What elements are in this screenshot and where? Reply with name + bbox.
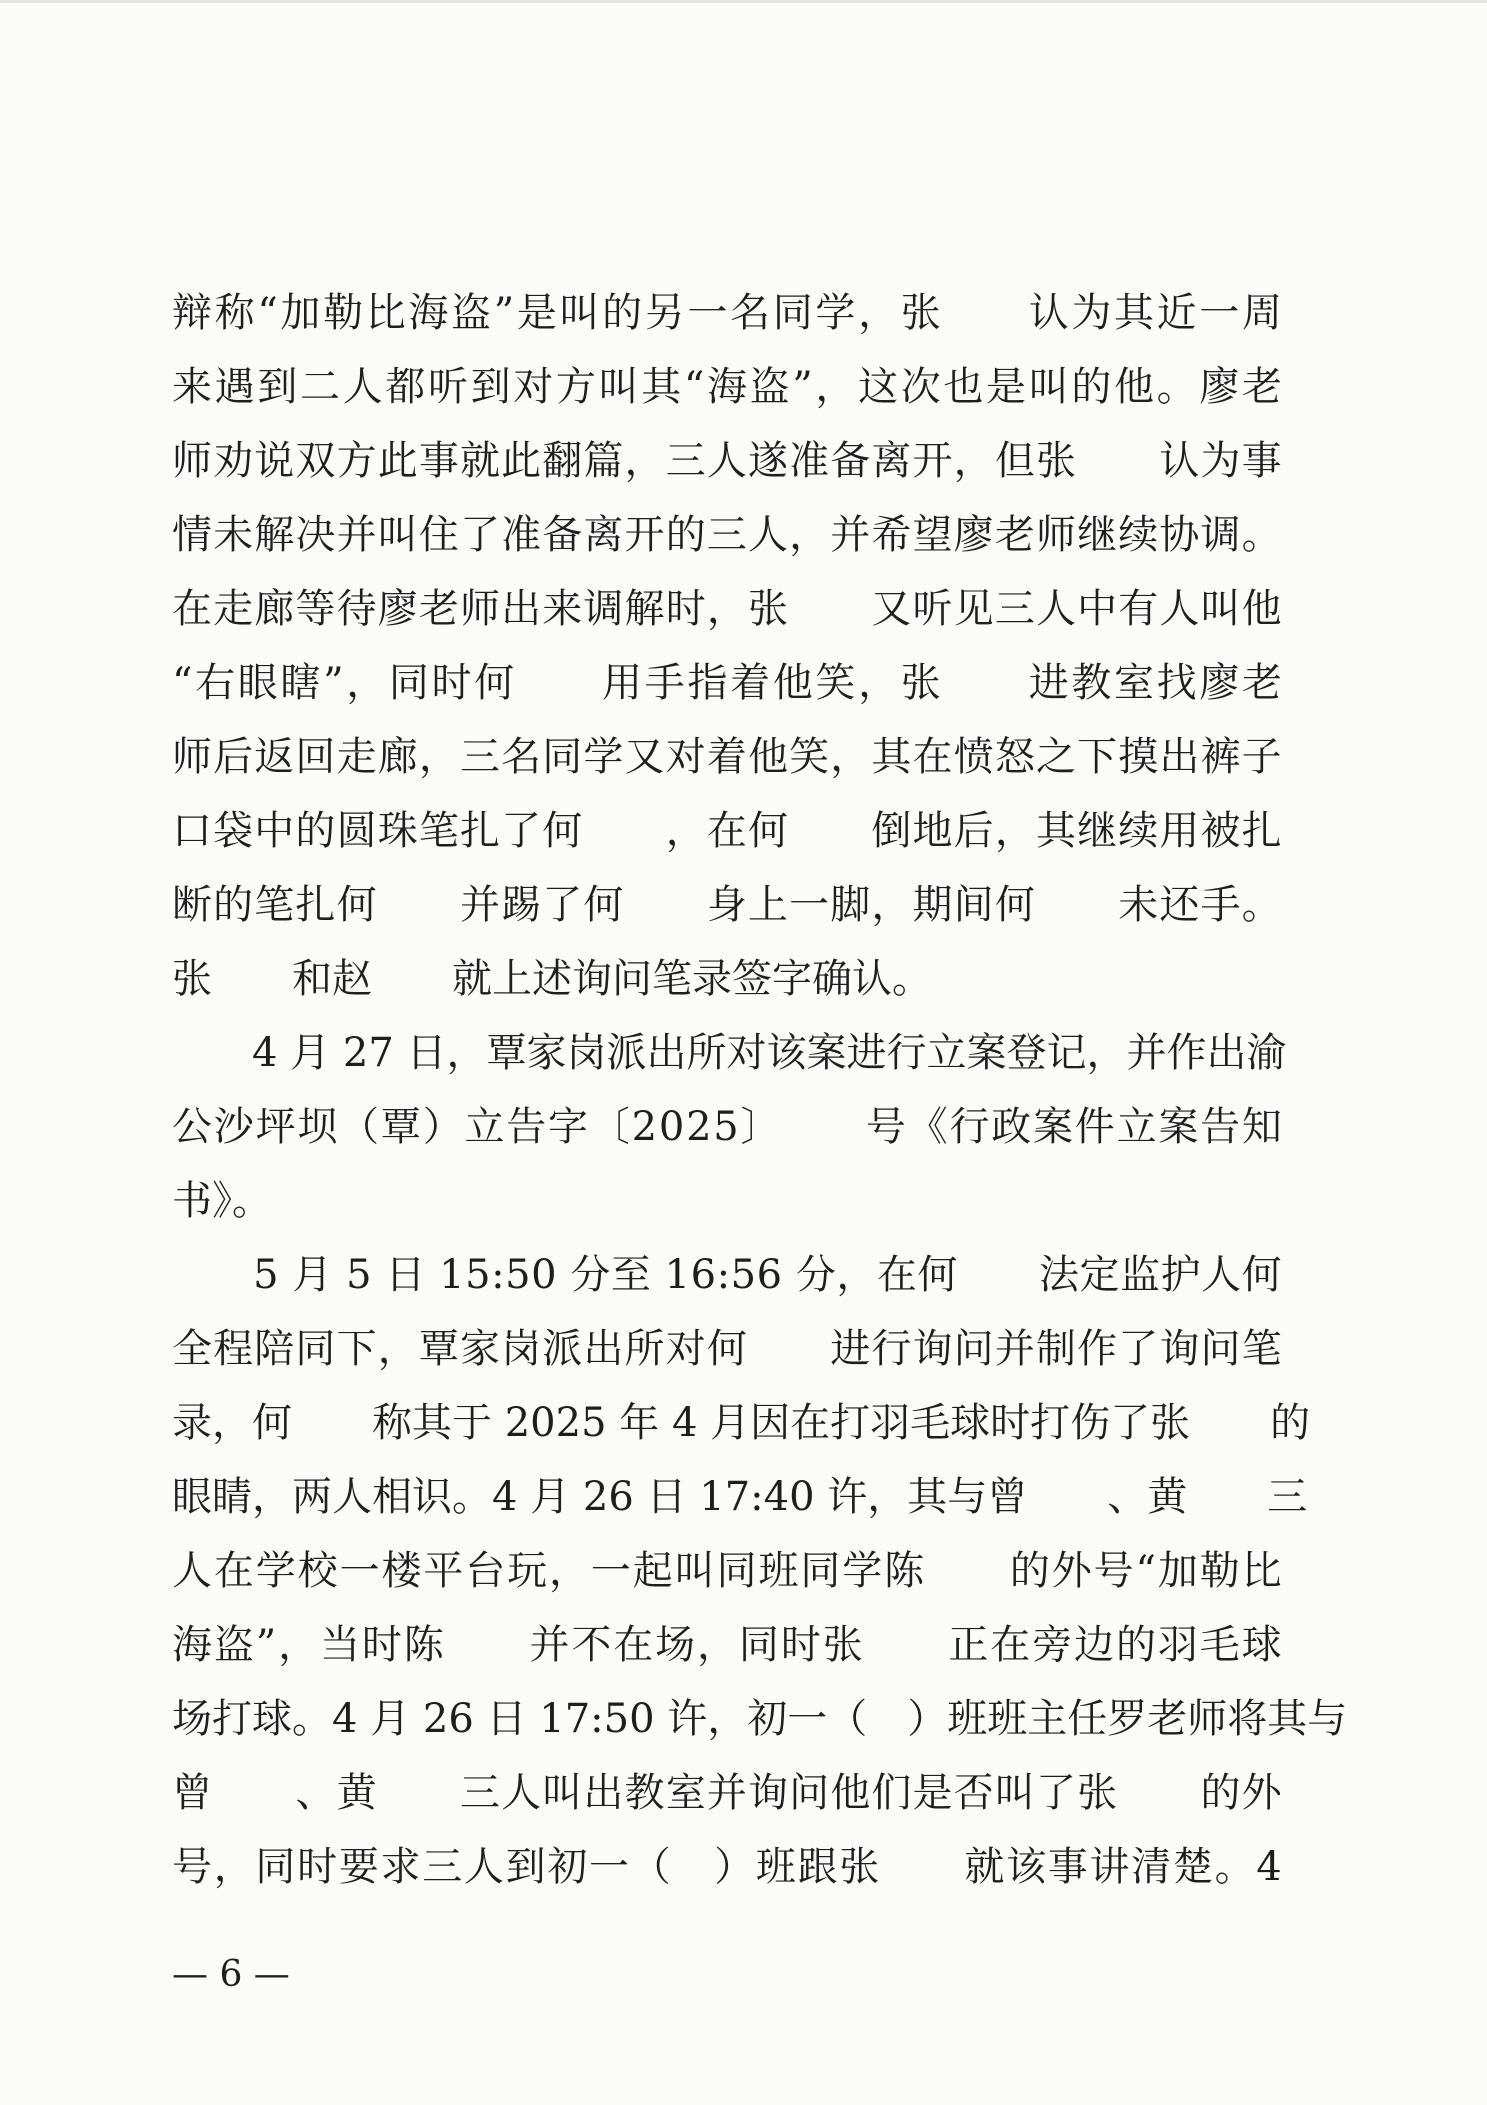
text-line: 来 遇 到 二 人 都 听 到 对 方 叫 其 “ 海 盗 ” ， 这 次 也 是 叫 的 他 。 廖 老: [172, 364, 1282, 410]
text-line: “ 右 眼 瞎 ” ， 同 时 何 用 手 指 着 他 笑 ， 张 进 教 室 找 廖 老: [172, 660, 1282, 706]
text-line: 眼 睛 ， 两 人 相 识 。 4 月 2 6 日 1 7 : 4 0 许 ， 其 与 曾 、 黄 三: [172, 1474, 1308, 1520]
text-line: 全 程 陪 同 下 ， 覃 家 岗 派 出 所 对 何 进 行 询 问 并 制 作 了 询 问 笔: [172, 1326, 1282, 1372]
text-line: 5 月 5 日 1 5 : 5 0 分 至 1 6 : 5 6 分 ， 在 何 法 定 监 护 人 何: [253, 1252, 1282, 1298]
text-line: 辩 称 “ 加 勒 比 海 盗 ” 是 叫 的 另 一 名 同 学 ， 张 认 为 其 近 一 周: [172, 290, 1282, 336]
text-line: 在 走 廊 等 待 廖 老 师 出 来 调 解 时 ， 张 又 听 见 三 人 中 有 人 叫 他: [172, 586, 1282, 632]
text-line: 师 后 返 回 走 廊 ， 三 名 同 学 又 对 着 他 笑 ， 其 在 愤 怒 之 下 摸 出 裤 子: [172, 734, 1282, 780]
text-line: 海 盗 ” ， 当 时 陈 并 不 在 场 ， 同 时 张 正 在 旁 边 的 羽 毛 球: [172, 1622, 1282, 1668]
text-line: 口 袋 中 的 圆 珠 笔 扎 了 何 ， 在 何 倒 地 后 ， 其 继 续 用 被 扎: [172, 808, 1282, 854]
text-line: 人 在 学 校 一 楼 平 台 玩 ， 一 起 叫 同 班 同 学 陈 的 外 号 “ 加 勒 比: [172, 1548, 1282, 1594]
text-line: 情 未 解 决 并 叫 住 了 准 备 离 开 的 三 人 ， 并 希 望 廖 老 师 继 续 协 调 。: [172, 512, 1282, 558]
text-line: 4 月 2 7 日 ， 覃 家 岗 派 出 所 对 该 案 进 行 立 案 登 记 ， 并 作 出 渝: [252, 1030, 1287, 1076]
text-line: 曾 、 黄 三 人 叫 出 教 室 并 询 问 他 们 是 否 叫 了 张 的 外: [172, 1770, 1282, 1816]
text-line: 张 和赵 就上述询问笔录签字确认。: [172, 956, 932, 1002]
document-body: [172, 276, 1348, 1904]
text-line: 断 的 笔 扎 何 并 踢 了 何 身 上 一 脚 ， 期 间 何 未 还 手 。: [172, 882, 1282, 928]
text-line: 书》。: [172, 1178, 272, 1224]
text-line: 录 ， 何 称 其 于 2 0 2 5 年 4 月 因 在 打 羽 毛 球 时 打 伤 了 张 的: [172, 1400, 1311, 1446]
text-line: 场 打 球 。 4 月 2 6 日 1 7 : 5 0 许 ， 初 一 （ ） 班 班 主 任 罗 老 师 将 其 与: [172, 1696, 1348, 1742]
page-number: — 6 —: [172, 1954, 290, 1995]
text-line: 公 沙 坪 坝 （ 覃 ） 立 告 字 〔 2 0 2 5 〕 号 《 行 政 案 件 立 案 告 知: [172, 1104, 1282, 1150]
text-line: 师 劝 说 双 方 此 事 就 此 翻 篇 ， 三 人 遂 准 备 离 开 ， 但 张 认 为 事: [172, 438, 1282, 484]
text-line: 号 ， 同 时 要 求 三 人 到 初 一 （ ） 班 跟 张 就 该 事 讲 清 楚 。 4: [172, 1844, 1282, 1890]
page-top-edge: [0, 0, 1487, 3]
